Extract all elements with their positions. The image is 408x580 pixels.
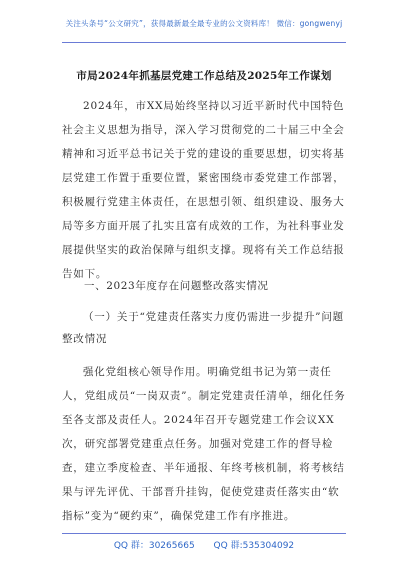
header-divider bbox=[62, 42, 346, 43]
footer-qq-group-1: QQ 群：30265665 bbox=[113, 541, 195, 551]
subsection-heading-1: （一）关于“党建责任落实力度仍需进一步提升”问题整改情况 bbox=[62, 311, 344, 345]
subsection-1-body: 强化党组核心领导作用。明确党组书记为第一责任人，党组成员“一岗双责”。制定党建责任清单，细化任务至各支部及责任人。2024年召开专题党建工作会议XX次，研究部署党建重点任务。加强对党建工作的督导检查，建立季度检查、半年通报、年终考核机制，将考核结果与评先评优、干部晋升挂钩，促使党建责任落实由“软指标”变为“硬约束”，确保党建工作有序推进。 bbox=[62, 366, 346, 522]
document-title: 市局2024年抓基层党建工作总结及2025年工作谋划 bbox=[76, 70, 332, 82]
section-heading-1: 一、2023年度存在问题整改落实情况 bbox=[84, 280, 269, 292]
footer-qq-group-2: QQ 群:535304092 bbox=[213, 541, 295, 551]
footer-divider bbox=[62, 533, 346, 534]
footer-contact bbox=[0, 538, 408, 551]
header-banner: 关注头条号“公文研究”，获得最新最全最专业的公文资料库！ 微信：gongwenyj bbox=[65, 19, 343, 28]
intro-paragraph: 2024年，市XX局始终坚持以习近平新时代中国特色社会主义思想为指导，深入学习贯彻党的二十届三中全会精神和习近平总书记关于党的建设的重要思想，切实将基层党建工作置于重要位置，紧密围绕市委党建工作部署，积极履行党建主体责任，在思想引领、组织建设、服务大局等多方面开展了扎实且富有成效的工作，为社科事业发展提供坚实的政治保障与组织支撑。现将有关工作总结报告如下。 bbox=[62, 100, 345, 280]
